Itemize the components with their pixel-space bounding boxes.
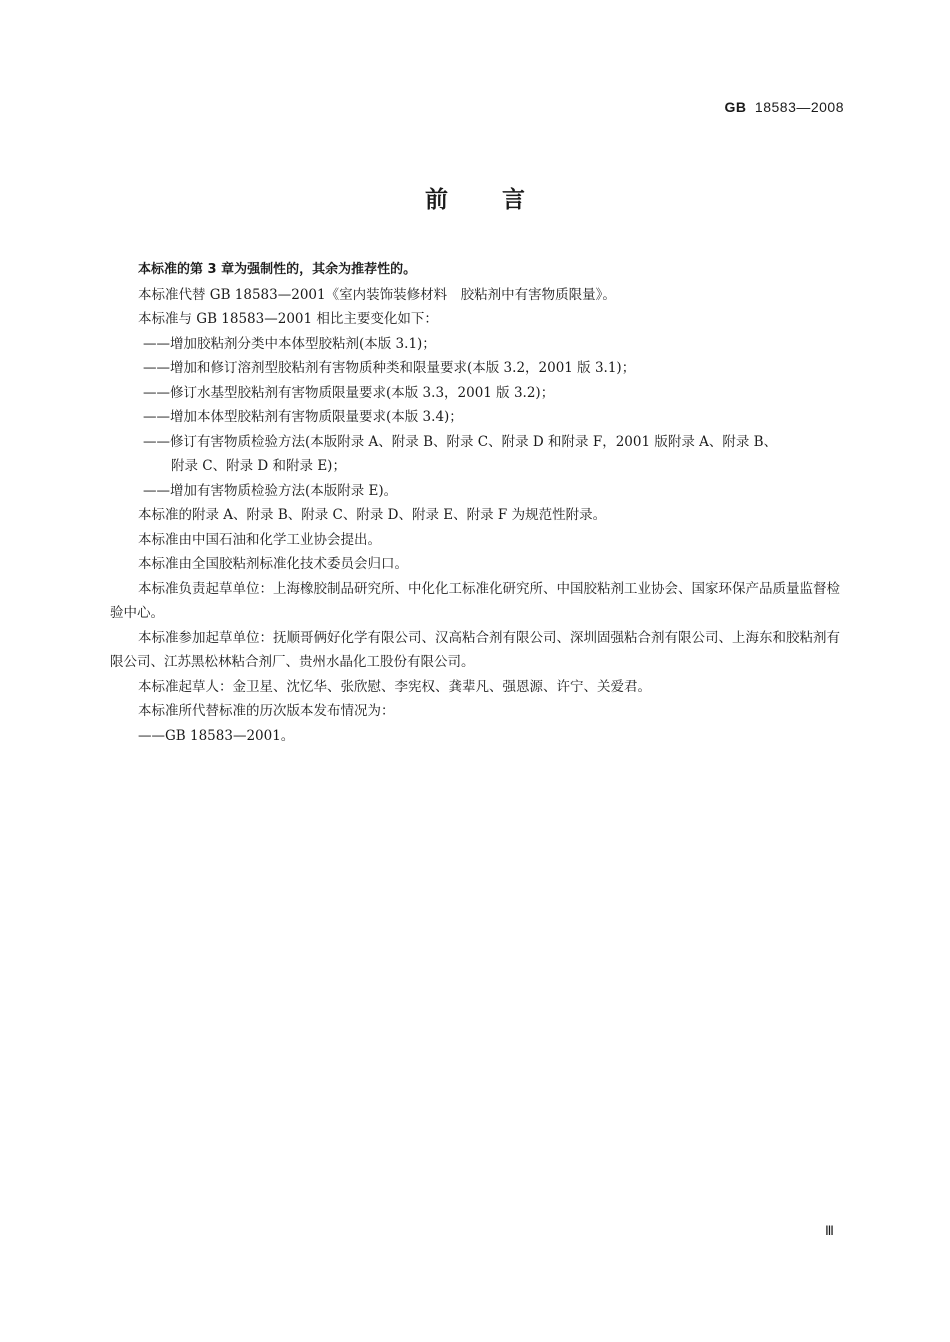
standard-code [725,99,844,115]
paragraph-annexes: 本标准的附录 A、附录 B、附录 C、附录 D、附录 E、附录 F 为规范性附录。 [138,507,607,523]
paragraph-proposed-by: 本标准由中国石油和化学工业协会提出。 [138,531,381,548]
standard-number: 18583—2008 [754,99,844,115]
page-number: Ⅲ [825,1223,834,1238]
change-item: ——增加有害物质检验方法(本版附录 E)。 [143,482,398,499]
change-item: ——修订有害物质检验方法(本版附录 A、附录 B、附录 C、附录 D 和附录 F，2001 版附录 A、附录 B、 [143,433,778,450]
paragraph-main-drafters: 本标准负责起草单位：上海橡胶制品研究所、中化化工标准化研究所、中国胶粘剂工业协会、国家环保产品质量监督检验中心。 [110,580,840,621]
paragraph-replaces: 本标准代替 GB 18583—2001《室内装饰装修材料 胶粘剂中有害物质限量》。 [138,286,616,303]
page-title: 前言 [425,187,579,213]
paragraph-changes-intro: 本标准与 GB 18583—2001 相比主要变化如下： [138,311,438,327]
change-item-continuation: 附录 C、附录 D 和附录 E)； [171,458,346,474]
paragraph-drafting-persons: 本标准起草人：金卫星、沈忆华、张欣慰、李宪权、龚辈凡、强恩源、许宁、关爱君。 [138,678,651,695]
paragraph-participating-drafters: 本标准参加起草单位：抚顺哥俩好化学有限公司、汉高粘合剂有限公司、深圳固强粘合剂有限公司、上海东和胶粘剂有限公司、江苏黑松林粘合剂厂、贵州水晶化工股份有限公司。 [110,629,840,670]
foreword-body [110,258,845,748]
history-item: ——GB 18583—2001。 [138,727,295,744]
change-item: ——修订水基型胶粘剂有害物质限量要求(本版 3.3，2001 版 3.2)； [143,384,555,401]
change-item: ——增加本体型胶粘剂有害物质限量要求(本版 3.4)； [143,409,463,425]
standard-prefix: GB [724,99,747,115]
paragraph-administered-by: 本标准由全国胶粘剂标准化技术委员会归口。 [138,556,408,572]
paragraph-mandatory-note: 本标准的第 3 章为强制性的，其余为推荐性的。 [138,262,417,277]
change-item: ——增加和修订溶剂型胶粘剂有害物质种类和限量要求(本版 3.2，2001 版 3.1)； [143,360,636,376]
paragraph-history-intro: 本标准所代替标准的历次版本发布情况为： [138,703,395,719]
change-item: ——增加胶粘剂分类中本体型胶粘剂(本版 3.1)； [143,335,436,352]
